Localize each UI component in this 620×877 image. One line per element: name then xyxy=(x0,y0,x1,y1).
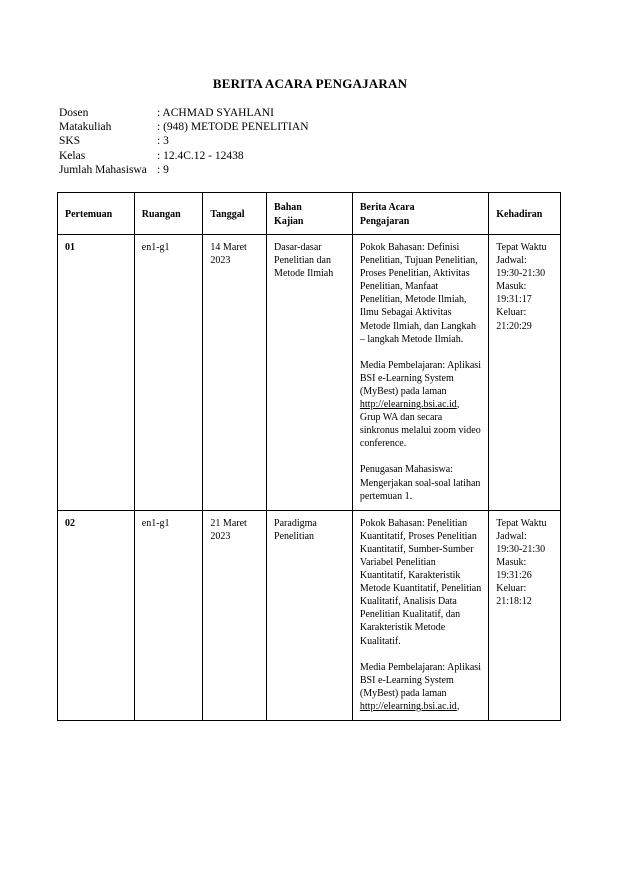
info-value: : 3 xyxy=(157,135,169,148)
kehadiran-masuk-label: Masuk: xyxy=(496,556,527,568)
header-bahan-line2: Kajian xyxy=(274,215,304,227)
media-text-cont: , Grup WA dan secara sinkronus melalui zoom video conference. xyxy=(359,399,481,450)
info-value: : (948) METODE PENELITIAN xyxy=(157,121,309,134)
table-row xyxy=(58,235,561,511)
info-row-kelas xyxy=(59,149,309,163)
kehadiran-masuk-label: Masuk: xyxy=(496,281,527,293)
pokok-bahasan: Pokok Bahasan: Penelitian Kuantitatif, Proses Penelitian Kuantitatif, Sumber-Sumber Variabel Penelitian Kuantitatif, Karakteristik Metode Kuantitatif, Penelitian Kualitatif, Analisis Data Penelitian Kualitatif, dan Karakteristik Metode Kualitatif. xyxy=(359,517,482,647)
cell-ruangan: en1-g1 xyxy=(134,235,203,511)
elearning-link[interactable]: http://elearning.bsi.ac.id xyxy=(359,700,457,712)
header-pertemuan: Pertemuan xyxy=(58,193,135,235)
info-row-dosen xyxy=(59,106,309,120)
info-row-sks xyxy=(59,134,309,148)
info-label: Matakuliah xyxy=(59,121,112,134)
header-kehadiran: Kehadiran xyxy=(489,193,561,235)
elearning-link[interactable]: http://elearning.bsi.ac.id xyxy=(359,399,457,411)
cell-pertemuan: 02 xyxy=(58,510,135,720)
kehadiran-jadwal-label: Jadwal: xyxy=(496,530,527,542)
kehadiran-keluar: 21:18:12 xyxy=(496,596,532,608)
kehadiran-masuk: 19:31:17 xyxy=(496,294,532,306)
header-tanggal: Tanggal xyxy=(203,193,267,235)
cell-berita-acara xyxy=(352,235,488,511)
header-ruangan: Ruangan xyxy=(134,193,203,235)
table-row xyxy=(58,510,561,720)
info-label: SKS xyxy=(59,135,81,148)
header-berita-acara xyxy=(352,193,488,235)
media-pembelajaran xyxy=(360,359,481,451)
header-bahan-line1: Bahan xyxy=(274,202,302,214)
media-text: Media Pembelajaran: Aplikasi BSI e-Learning System (MyBest) pada laman xyxy=(359,661,481,699)
info-label: Kelas xyxy=(59,149,86,162)
info-row-jumlah-mahasiswa xyxy=(59,163,309,177)
kehadiran-keluar-label: Keluar: xyxy=(496,307,527,319)
media-text-cont: , xyxy=(456,700,460,712)
media-pembelajaran xyxy=(360,661,481,713)
penugasan-mahasiswa: Penugasan Mahasiswa: Mengerjakan soal-soal latihan pertemuan 1. xyxy=(359,464,481,502)
kehadiran-jadwal-label: Jadwal: xyxy=(496,255,527,267)
cell-kehadiran xyxy=(489,235,561,511)
info-value: : ACHMAD SYAHLANI xyxy=(157,107,274,119)
cell-berita-acara xyxy=(352,510,488,720)
cell-ruangan: en1-g1 xyxy=(134,510,203,720)
kehadiran-keluar: 21:20:29 xyxy=(496,320,532,332)
kehadiran-status: Tepat Waktu xyxy=(496,517,547,529)
header-bahan-kajian xyxy=(267,193,353,235)
kehadiran-jadwal: 19:30-21:30 xyxy=(496,268,546,280)
info-value: : 9 xyxy=(157,163,169,176)
course-info xyxy=(59,106,309,177)
page-title: BERITA ACARA PENGAJARAN xyxy=(212,76,408,91)
cell-bahan-kajian: Paradigma Penelitian xyxy=(267,510,353,720)
info-row-matakuliah xyxy=(59,120,309,134)
cell-bahan-kajian: Dasar-dasar Penelitian dan Metode Ilmiah xyxy=(267,235,353,511)
kehadiran-status: Tepat Waktu xyxy=(496,242,547,253)
cell-pertemuan: 01 xyxy=(58,235,135,511)
pokok-bahasan: Pokok Bahasan: Definisi Penelitian, Tujuan Penelitian, Proses Penelitian, Aktivitas Penelitian, Manfaat Penelitian, Metode Ilmiah, Ilmu Sebagai Aktivitas Metode Ilmiah, dan Langkah – langkah Metode Ilmiah. xyxy=(359,242,478,345)
info-label: Jumlah Mahasiswa xyxy=(59,163,147,176)
cell-tanggal: 21 Maret 2023 xyxy=(203,510,267,720)
header-berita-line1: Berita Acara xyxy=(359,202,415,214)
kehadiran-masuk: 19:31:26 xyxy=(496,570,532,582)
info-label: Dosen xyxy=(59,107,89,119)
cell-tanggal: 14 Maret 2023 xyxy=(203,235,267,511)
cell-kehadiran xyxy=(489,510,561,720)
teaching-report-table xyxy=(57,192,561,721)
header-berita-line2: Pengajaran xyxy=(359,215,410,227)
info-value: : 12.4C.12 - 12438 xyxy=(157,149,244,162)
kehadiran-jadwal: 19:30-21:30 xyxy=(496,543,546,555)
media-text: Media Pembelajaran: Aplikasi BSI e-Learning System (MyBest) pada laman xyxy=(359,359,481,397)
kehadiran-keluar-label: Keluar: xyxy=(496,583,527,595)
table-header-row xyxy=(58,193,561,235)
